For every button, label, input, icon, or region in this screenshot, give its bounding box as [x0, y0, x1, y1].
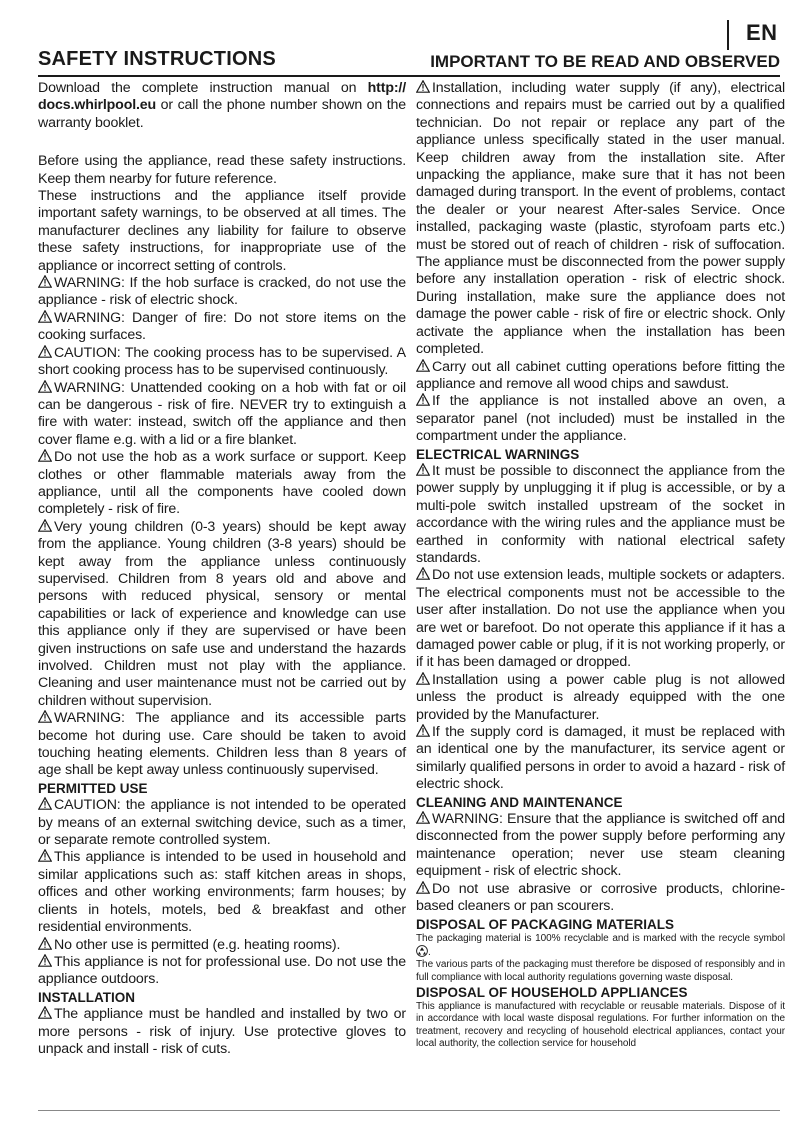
intro-paragraph: Download the complete instruction manual on http:// docs.whirlpool.eu or call the phone number shown on the warranty booklet. — [38, 80, 406, 131]
warning-triangle-icon — [38, 937, 52, 950]
page-title: SAFETY INSTRUCTIONS — [38, 48, 276, 70]
warning-item: WARNING: If the hob surface is cracked, do not use the appliance - risk of electric shock. — [38, 275, 406, 309]
warning-triangle-icon — [38, 710, 52, 723]
footer-rule — [38, 1110, 780, 1111]
warning-item: WARNING: Unattended cooking on a hob with fat or oil can be dangerous - risk of fire. NEVER try to extinguish a fire with water: instead, switch off the appliance and then cover flame e.g. with a lid or a fire blanket. — [38, 379, 406, 448]
warning-item: WARNING: Ensure that the appliance is switched off and disconnected from the power supply before performing any maintenance operation; never use steam cleaning equipment - risk of electric shock. — [416, 811, 785, 880]
warning-item: It must be possible to disconnect the appliance from the power supply by unplugging it if plug is accessible, or by a multi-pole switch installed upstream of the socket in accordance with the wiring rules and the appliance must be earthed in conformity with national electrical safety standards. — [416, 462, 785, 566]
warning-item: The appliance must be handled and installed by two or more persons - risk of injury. Use protective gloves to unpack and install - risk of cuts. — [38, 1006, 406, 1057]
warning-triangle-icon — [38, 345, 52, 358]
section-heading-cleaning-maintenance: CLEANING AND MAINTENANCE — [416, 794, 623, 810]
right-column — [416, 80, 785, 1050]
warning-item: Installation using a power cable plug is not allowed unless the product is already equipped with the one provided by the Manufacturer. — [416, 671, 785, 723]
warning-triangle-icon — [416, 359, 430, 372]
section-heading-electrical-warnings: ELECTRICAL WARNINGS — [416, 446, 580, 462]
warning-triangle-icon — [416, 567, 430, 580]
warning-triangle-icon — [416, 463, 430, 476]
warning-triangle-icon — [38, 275, 52, 288]
packaging-text: The packaging material is 100% recyclable and is marked with the recycle symbol . — [416, 932, 785, 959]
warning-triangle-icon — [416, 80, 430, 93]
warning-item: Installation, including water supply (if any), electrical connections and repairs must be carried out by a qualified technician. Do not repair or replace any part of the appliance unless specifically stated in the user manual. Keep children away from the installation site. After unpacking the appliance, make sure that it has not been damaged during transport. In the event of problems, contact the dealer or your nearest After-sales Service. Once installed, packaging waste (plastic, styrofoam parts etc.) must be stored out of reach of children - risk of suffocation. The appliance must be disconnected from the power supply before any installation operation - risk of electric shock. During installation, make sure the appliance does not damage the power cable - risk of fire or electric shock. Only activate the appliance when the installation has been completed. — [416, 80, 785, 358]
warning-triangle-icon — [38, 1006, 52, 1019]
section-heading-permitted-use: PERMITTED USE — [38, 780, 148, 796]
warning-item: WARNING: Danger of fire: Do not store items on the cooking surfaces. — [38, 309, 406, 344]
header-rule — [38, 75, 780, 77]
warning-triangle-icon — [416, 811, 430, 824]
read-before-paragraph: Before using the appliance, read these safety instructions. Keep them nearby for future reference. — [38, 153, 406, 187]
warning-item: Do not use abrasive or corrosive products, chlorine-based cleaners or pan scourers. — [416, 880, 785, 915]
warning-triangle-icon — [38, 849, 52, 862]
warning-item: This appliance is not for professional use. Do not use the appliance outdoors. — [38, 953, 406, 988]
packaging-disposal-text: The various parts of the packaging must therefore be disposed of responsibly and in full compliance with local authority regulations governing waste disposal. — [416, 959, 785, 983]
warning-item: This appliance is intended to be used in household and similar applications such as: staff kitchen areas in shops, offices and other working environments; farm houses; by clients in hotels, motels, bed & breakfast and other residential environments. — [38, 849, 406, 936]
warning-item: WARNING: The appliance and its accessible parts become hot during use. Care should be taken to avoid touching heating elements. Children less than 8 years of age shall be kept away unless continuously supervised. — [38, 710, 406, 779]
language-divider — [727, 20, 729, 50]
section-heading-installation: INSTALLATION — [38, 989, 135, 1005]
warning-triangle-icon — [416, 881, 430, 894]
warning-item: Very young children (0-3 years) should be kept away from the appliance. Young children (3-8 years) should be kept away from the appliance unless continuously supervised. Children from 8 years old and above and persons with reduced physical, sensory or mental capabilities or lack of experience and knowledge can use this appliance only if they are supervised or have been given instructions on safe use and understand the hazards involved. Children must not play with the appliance. Cleaning and user maintenance must not be carried out by children without supervision. — [38, 518, 406, 709]
warning-triangle-icon — [416, 393, 430, 406]
warning-triangle-icon — [416, 724, 430, 737]
warning-item: CAUTION: the appliance is not intended to be operated by means of an external switching device, such as a timer, or separate remote controlled system. — [38, 797, 406, 849]
warning-triangle-icon — [38, 519, 52, 532]
recycle-icon — [416, 945, 428, 957]
warning-triangle-icon — [38, 954, 52, 967]
warning-triangle-icon — [38, 449, 52, 462]
warning-triangle-icon — [38, 797, 52, 810]
appliance-disposal-text: This appliance is manufactured with recyclable or reusable materials. Dispose of it in accordance with local waste disposal regulations. For further information on the treatment, recovery and recycling of household electrical appliances, contact your local authority, the collection service for household — [416, 1001, 785, 1049]
warning-item: If the supply cord is damaged, it must be replaced with an identical one by the manufacturer, its service agent or similarly qualified persons in order to avoid a hazard - risk of electric shock. — [416, 724, 785, 793]
page-subtitle: IMPORTANT TO BE READ AND OBSERVED — [430, 52, 780, 71]
warning-triangle-icon — [38, 310, 52, 323]
warning-item: Do not use the hob as a work surface or support. Keep clothes or other flammable materials away from the appliance, until all the components have cooled down completely - risk of fire. — [38, 449, 406, 518]
language-code: EN — [746, 20, 778, 45]
warning-item: Carry out all cabinet cutting operations before fitting the appliance and remove all wood chips and sawdust. — [416, 358, 785, 392]
manufacturer-disclaimer: These instructions and the appliance itself provide important safety warnings, to be observed at all times. The manufacturer declines any liability for failure to observe these safety instructions, for inappropriate use of the appliance or incorrect setting of controls. — [38, 188, 406, 274]
warning-item: CAUTION: The cooking process has to be supervised. A short cooking process has to be supervised continuously. — [38, 344, 406, 379]
warning-triangle-icon — [38, 380, 52, 393]
warning-item: No other use is permitted (e.g. heating rooms). — [38, 937, 406, 954]
warning-triangle-icon — [416, 672, 430, 685]
section-heading-appliance-disposal: DISPOSAL OF HOUSEHOLD APPLIANCES — [416, 984, 688, 1000]
left-column — [38, 80, 406, 1058]
section-heading-packaging-disposal: DISPOSAL OF PACKAGING MATERIALS — [416, 916, 675, 932]
manual-link[interactable]: http:// docs.whirlpool.eu — [38, 80, 406, 114]
warning-item: Do not use extension leads, multiple sockets or adapters. The electrical components must not be accessible to the user after installation. Do not use the appliance when you are wet or barefoot. Do not operate this appliance if it has a damaged power cable or plug, if it is not working properly, or if it has been damaged or dropped. — [416, 567, 785, 671]
warning-item: If the appliance is not installed above an oven, a separator panel (not included) must be installed in the compartment under the appliance. — [416, 393, 785, 445]
